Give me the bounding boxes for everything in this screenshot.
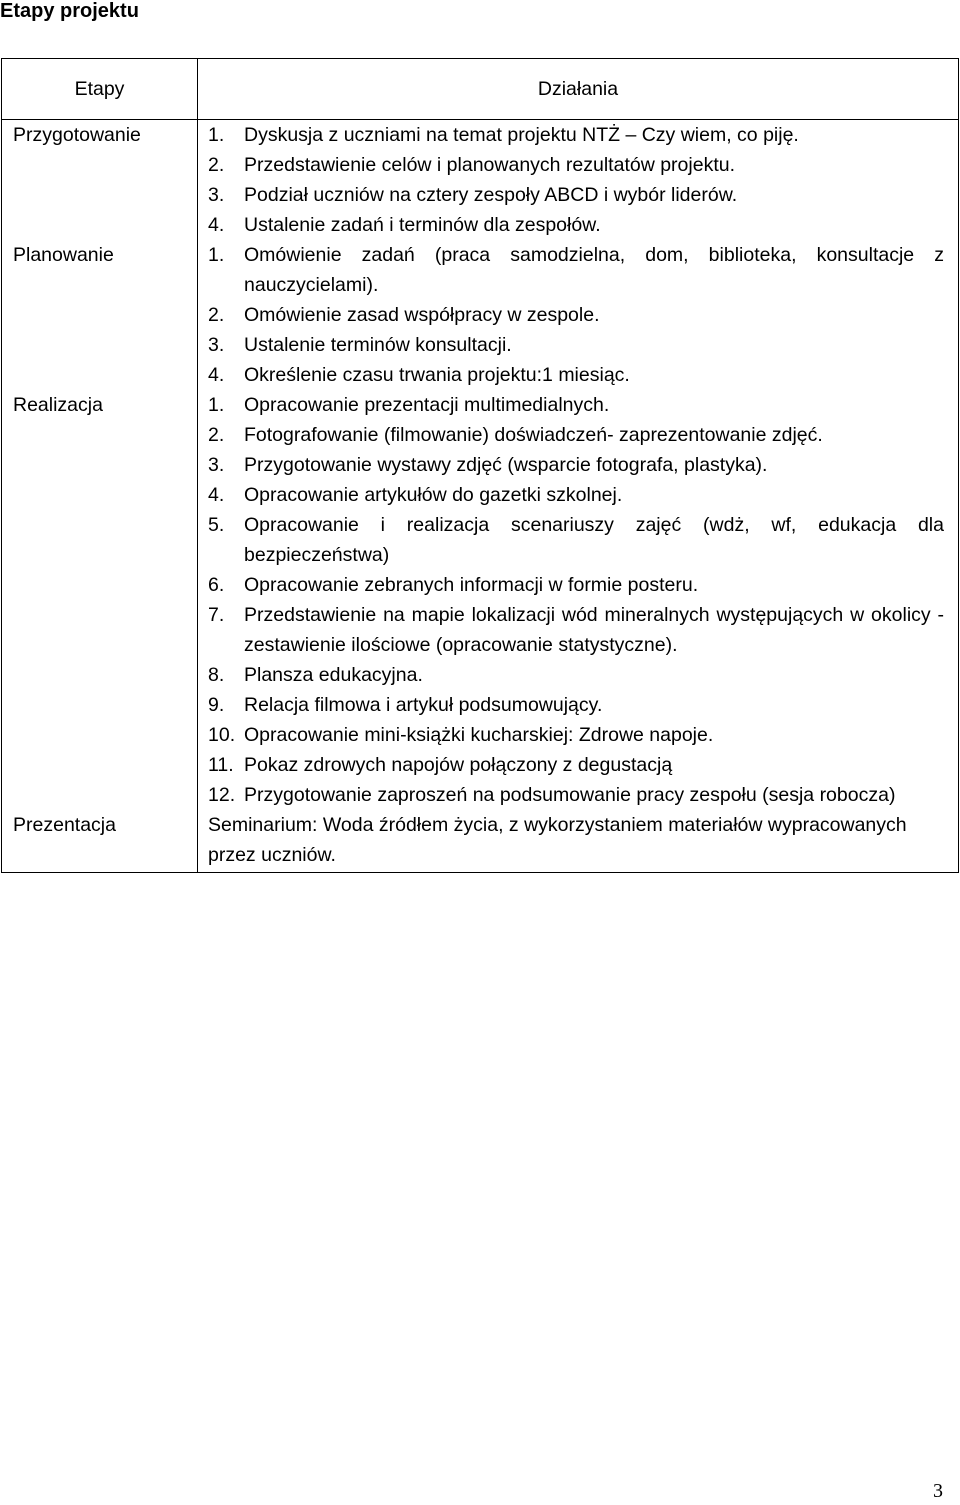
stage-name: Przygotowanie [2,120,198,241]
item-number: 4. [208,364,225,386]
list-item [208,300,944,330]
list-item [208,750,944,780]
list-item [208,780,944,810]
stage-name: Planowanie [2,240,198,390]
item-number: 2. [208,154,225,176]
stage-row-prezentacja [2,810,959,873]
item-text: Dyskusja z uczniami na temat projektu NTŻ – Czy wiem, co piję. [244,124,799,146]
stage-actions [198,390,959,810]
stage-row-przygotowanie [2,120,959,241]
list-item [208,330,944,360]
list-item [208,240,944,300]
item-number: 1. [208,244,225,266]
header-stage: Etapy [2,59,198,120]
stage-row-realizacja [2,390,959,810]
header-actions: Działania [198,59,959,120]
stage-actions [198,810,959,873]
list-item [208,180,944,210]
item-number: 4. [208,484,225,506]
item-text: Określenie czasu trwania projektu:1 miesiąc. [244,364,630,386]
item-number: 9. [208,694,225,716]
item-text: Ustalenie terminów konsultacji. [244,334,512,356]
stage-name: Realizacja [2,390,198,810]
item-text: Przedstawienie celów i planowanych rezultatów projektu. [244,154,736,176]
item-text: Podział uczniów na cztery zespoły ABCD i wybór liderów. [244,184,738,206]
list-item [208,570,944,600]
list-item [208,720,944,750]
stage-actions [198,240,959,390]
list-item [208,210,944,240]
list-item [208,510,944,570]
item-number: 1. [208,394,225,416]
item-number: 12. [208,784,236,806]
table-header-row [2,59,959,120]
item-text: Przygotowanie wystawy zdjęć (wsparcie fotografa, plastyka). [244,454,768,476]
page-title: Etapy projektu [0,0,139,22]
item-text: Opracowanie prezentacji multimedialnych. [244,394,610,416]
item-number: 5. [208,514,225,536]
list-item [208,120,944,150]
action-list [208,240,944,390]
item-number: 6. [208,574,225,596]
item-text: Plansza edukacyjna. [244,664,423,686]
item-number: 3. [208,334,225,356]
list-item [208,450,944,480]
item-text: Omówienie zasad współpracy w zespole. [244,304,600,326]
item-text: Opracowanie mini-książki kucharskiej: Zdrowe napoje. [244,724,714,746]
list-item [208,600,944,660]
list-item [208,480,944,510]
item-text: Opracowanie artykułów do gazetki szkolnej. [244,484,623,506]
list-item [208,690,944,720]
item-text: Pokaz zdrowych napojów połączony z degustacją [244,754,673,776]
presentation-description: Seminarium: Woda źródłem życia, z wykorzystaniem materiałów wypracowanych przez uczniów. [208,814,907,866]
item-number: 11. [208,754,234,776]
item-text: Fotografowanie (filmowanie) doświadczeń- zaprezentowanie zdjęć. [244,424,823,446]
item-text: Ustalenie zadań i terminów dla zespołów. [244,214,601,236]
item-number: 8. [208,664,225,686]
list-item [208,360,944,390]
list-item [208,420,944,450]
item-number: 3. [208,184,225,206]
list-item [208,660,944,690]
item-text: Omówienie zadań (praca samodzielna, dom, biblioteka, konsultacje z nauczycielami). [244,244,944,296]
list-item [208,150,944,180]
item-number: 3. [208,454,225,476]
item-text: Przedstawienie na mapie lokalizacji wód mineralnych występujących w okolicy - zestawienie ilościowe (opracowanie statystyczne). [244,604,944,656]
item-number: 2. [208,424,225,446]
item-text: Opracowanie zebranych informacji w formie posteru. [244,574,699,596]
item-text: Przygotowanie zaproszeń na podsumowanie pracy zespołu (sesja robocza) [244,784,896,806]
item-number: 7. [208,604,225,626]
item-number: 4. [208,214,225,236]
stage-name: Prezentacja [2,810,198,873]
item-number: 10. [208,724,236,746]
action-list [208,120,944,240]
stage-actions [198,120,959,241]
item-text: Opracowanie i realizacja scenariuszy zajęć (wdż, wf, edukacja dla bezpieczeństwa) [244,514,944,566]
list-item [208,390,944,420]
item-text: Relacja filmowa i artykuł podsumowujący. [244,694,603,716]
item-number: 2. [208,304,225,326]
stage-row-planowanie [2,240,959,390]
project-stages-table [1,58,959,873]
action-list [208,390,944,810]
page-number: 3 [933,1480,943,1502]
item-number: 1. [208,124,225,146]
